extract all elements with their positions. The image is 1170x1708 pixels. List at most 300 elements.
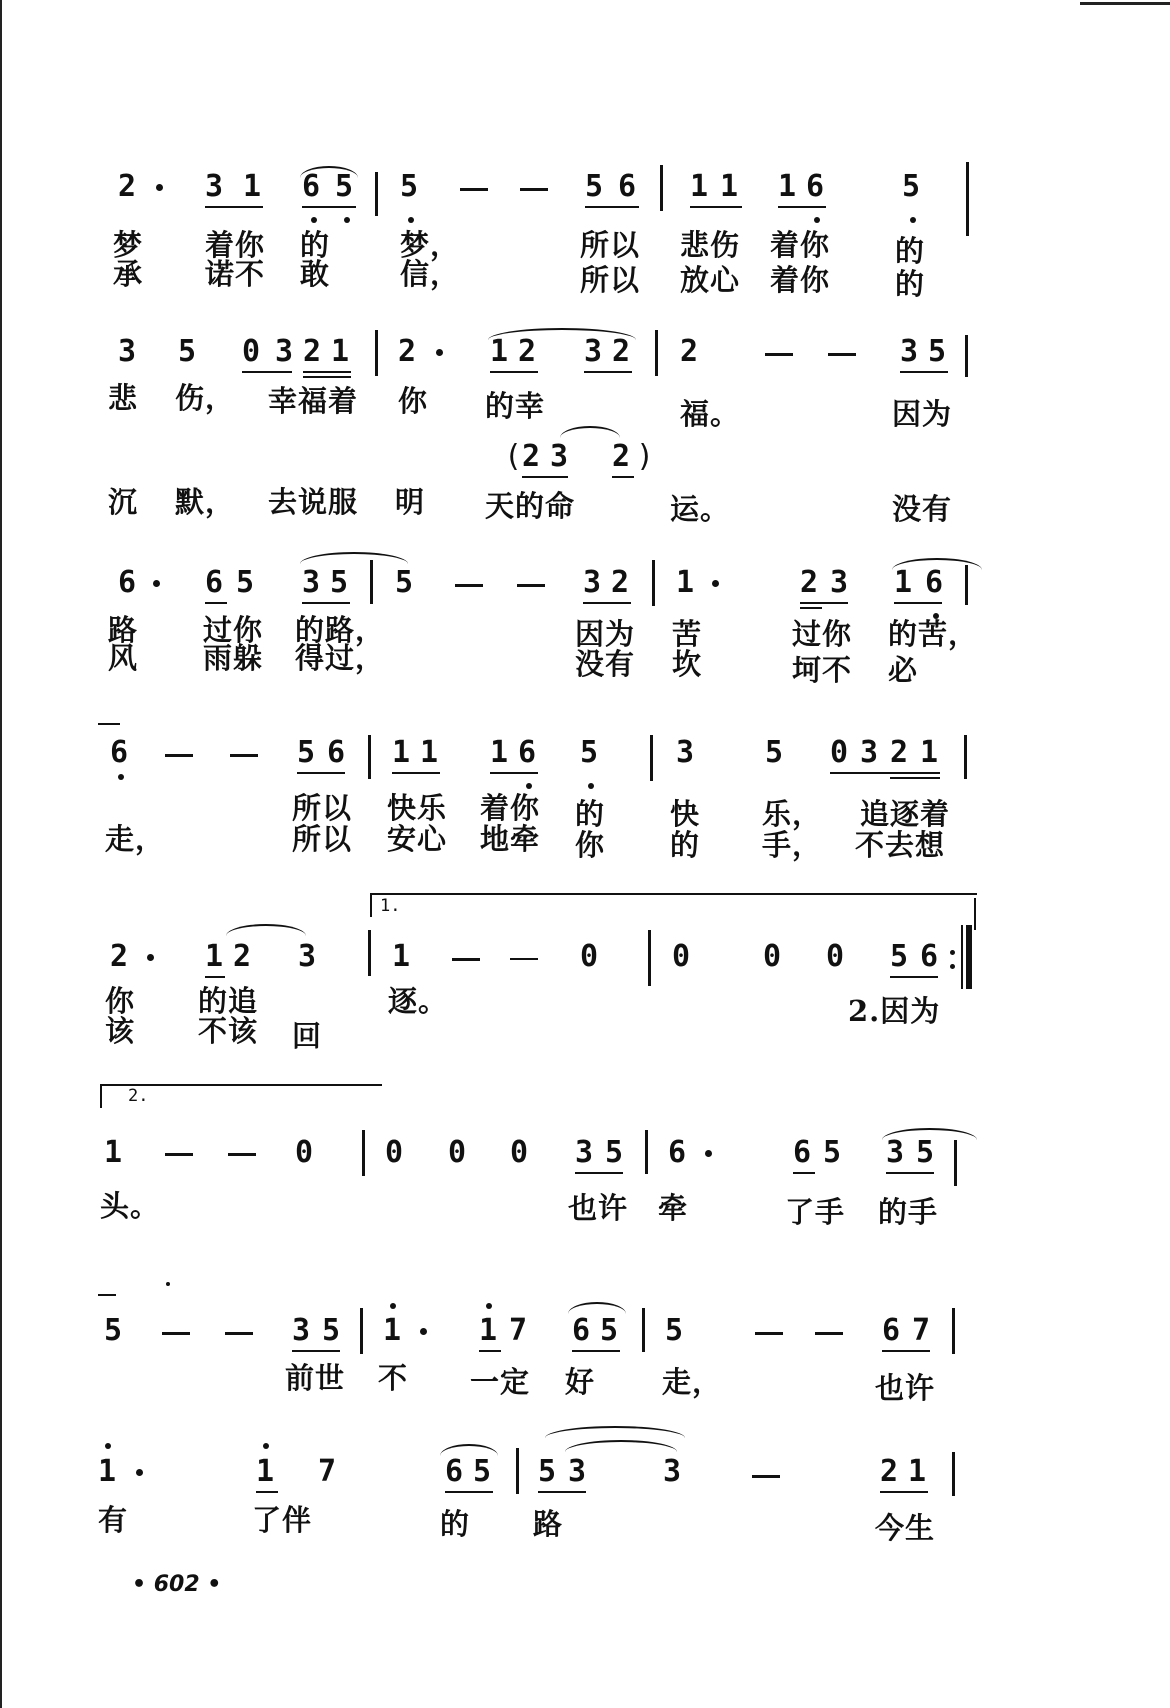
lyric: 过你 (792, 617, 853, 651)
note: 5 (765, 735, 784, 770)
tie-continuation (98, 1294, 116, 1302)
note: 2 (880, 1454, 899, 1489)
tie-continuation (98, 723, 120, 731)
page-border-top-mark (1080, 2, 1170, 5)
lyric: 乐， (762, 797, 823, 831)
beam (297, 772, 345, 774)
note: 2 (612, 334, 631, 369)
beam (882, 1350, 930, 1352)
grace-note: 3 (550, 439, 569, 474)
lyric: 悲伤 (680, 228, 741, 262)
augmentation-dot (147, 954, 154, 961)
augmentation-dot (705, 1150, 712, 1157)
lyric: 逐。 (388, 984, 449, 1018)
barline (966, 162, 969, 236)
note: 5 (395, 565, 414, 600)
beam (303, 376, 351, 378)
lyric: 了手 (785, 1195, 846, 1229)
note: 5 (473, 1454, 492, 1489)
lyric: 你 (398, 384, 429, 418)
beam (778, 206, 826, 208)
note: 1 (392, 939, 411, 974)
lyric: 明 (395, 485, 426, 519)
note: 2 (890, 735, 909, 770)
note: 6 (882, 1313, 901, 1348)
lyric: 敢 (300, 257, 331, 291)
note: 6 (806, 169, 825, 204)
lyric: 也许 (568, 1191, 629, 1225)
barline (375, 172, 378, 216)
beam (302, 602, 350, 604)
note: 6 (118, 565, 137, 600)
lyric: 了伴 (252, 1503, 313, 1537)
note: 5 (236, 565, 255, 600)
note: 1 (676, 565, 695, 600)
note: 1 (690, 169, 709, 204)
lyric: 没有 (575, 647, 636, 681)
hold-dash (815, 1332, 843, 1335)
lyric: 的 (895, 234, 926, 268)
note: 0 (510, 1135, 529, 1170)
barline (645, 1130, 648, 1174)
lyric: 着你 (480, 791, 541, 825)
paren-open: ( (504, 439, 523, 474)
note: 6 (793, 1135, 812, 1170)
slur-outer (545, 1426, 685, 1438)
note: 2 (303, 334, 322, 369)
speck (166, 1282, 170, 1286)
note: 7 (912, 1313, 931, 1348)
hold-dash (165, 1153, 193, 1156)
low-octave-dot (408, 217, 414, 223)
note: 5 (178, 334, 197, 369)
barline (360, 1308, 363, 1354)
hold-dash (752, 1475, 780, 1478)
lyric: 所以 (580, 263, 641, 297)
lyric: 信， (400, 257, 461, 291)
lyric: 所以 (580, 228, 641, 262)
note: 1 (205, 939, 224, 974)
note: 0 (448, 1135, 467, 1170)
barline (368, 735, 371, 779)
high-octave-dot (263, 1443, 269, 1449)
lyric: 着你 (770, 228, 831, 262)
lyric: 福。 (680, 397, 741, 431)
barline (964, 735, 967, 779)
lyric: 雨躲 (203, 641, 264, 675)
note: 3 (900, 334, 919, 369)
barline (370, 560, 373, 604)
lyric: 过你 (203, 613, 264, 647)
lyric: 快 (670, 797, 701, 831)
note: 5 (400, 169, 419, 204)
beam (302, 206, 356, 208)
lyric: 不 (378, 1361, 409, 1395)
lyric: 的 (300, 228, 331, 262)
lyric: 去说服 (268, 485, 359, 519)
hold-dash (452, 958, 480, 961)
lyric: 着你 (205, 228, 266, 262)
lyric: 手， (762, 828, 823, 862)
hold-dash (162, 1332, 190, 1335)
note: 6 (327, 735, 346, 770)
lyric: 放心 (680, 263, 741, 297)
barline (375, 330, 378, 376)
slur-inner (565, 1440, 677, 1452)
note: 3 (118, 334, 137, 369)
hold-dash (165, 754, 193, 757)
beam (303, 371, 351, 373)
lyric: 天的命 (485, 489, 576, 523)
note: 5 (322, 1313, 341, 1348)
lyric: 走， (662, 1365, 723, 1399)
note: 1 (256, 1454, 275, 1489)
volta-number: 1. (380, 896, 401, 916)
lyric: 着你 (770, 263, 831, 297)
low-octave-dot (526, 783, 532, 789)
barline (652, 560, 655, 606)
lyric: 安心 (387, 822, 448, 856)
note: 0 (242, 334, 261, 369)
lyric: 有 (98, 1503, 129, 1537)
lyric: 的幸 (485, 389, 546, 423)
note: 1 (392, 735, 411, 770)
beam (886, 1172, 934, 1174)
lyric: 好 (565, 1365, 596, 1399)
augmentation-dot (436, 349, 443, 356)
repeat-barline-thin (961, 925, 963, 989)
note: 3 (302, 565, 321, 600)
note: 1 (243, 169, 262, 204)
beam (584, 371, 632, 373)
page-number: • 602 • (132, 1572, 222, 1597)
note: 1 (720, 169, 739, 204)
note: 3 (298, 939, 317, 974)
lyric: 幸福着 (268, 384, 359, 418)
beam (583, 602, 631, 604)
beam (538, 1491, 586, 1493)
lyric: 因为 (575, 617, 636, 651)
repeat-barline-thick (966, 925, 972, 989)
barline (655, 330, 658, 376)
beam (894, 602, 942, 604)
hold-dash (755, 1332, 783, 1335)
note: 0 (672, 939, 691, 974)
note: 5 (823, 1135, 842, 1170)
note: 2 (233, 939, 252, 974)
slur (560, 426, 620, 438)
note: 1 (479, 1313, 498, 1348)
beam (793, 1172, 815, 1174)
note: 6 (668, 1135, 687, 1170)
barline (648, 930, 651, 986)
low-octave-dot (814, 217, 820, 223)
volta-end (974, 898, 976, 930)
note: 1 (920, 735, 939, 770)
barline (516, 1448, 519, 1494)
lyric: 苦 (672, 617, 703, 651)
note: 3 (205, 169, 224, 204)
augmentation-dot (156, 184, 163, 191)
note: 5 (585, 169, 604, 204)
note: 1 (490, 334, 509, 369)
note: 3 (584, 334, 603, 369)
note: 1 (490, 735, 509, 770)
note: 0 (830, 735, 849, 770)
low-octave-dot (344, 217, 350, 223)
note: 2 (110, 939, 129, 974)
beam (205, 602, 227, 604)
beam (256, 1491, 278, 1493)
barline (954, 1140, 957, 1186)
beam (900, 371, 948, 373)
note: 5 (605, 1135, 624, 1170)
note: 2 (518, 334, 537, 369)
note: 1 (383, 1313, 402, 1348)
lyric: 也许 (875, 1371, 936, 1405)
note: 1 (104, 1135, 123, 1170)
note: 1 (778, 169, 797, 204)
lyric: 快乐 (387, 791, 448, 825)
lyric: 不去想 (855, 828, 946, 862)
barline (660, 165, 663, 211)
augmentation-dot (136, 1469, 143, 1476)
low-octave-dot (588, 783, 594, 789)
note: 3 (292, 1313, 311, 1348)
lyric: 回 (292, 1019, 323, 1053)
note: 3 (676, 735, 695, 770)
lyric: 所以 (292, 822, 353, 856)
lyric: 没有 (892, 492, 953, 526)
beam (392, 772, 440, 774)
note: 7 (318, 1454, 337, 1489)
note: 0 (295, 1135, 314, 1170)
note: 3 (568, 1454, 587, 1489)
lyric: 地牵 (480, 822, 541, 856)
lyric: 默， (175, 485, 236, 519)
note: 3 (886, 1135, 905, 1170)
beam (585, 206, 639, 208)
hold-dash (225, 1332, 253, 1335)
beam (800, 602, 848, 604)
augmentation-dot (712, 580, 719, 587)
note: 0 (580, 939, 599, 974)
hold-dash (765, 353, 793, 356)
beam (690, 206, 742, 208)
beam (490, 772, 538, 774)
hold-dash (510, 958, 538, 960)
lyric: 的手 (878, 1195, 939, 1229)
note: 6 (920, 939, 939, 974)
page-border-left (0, 0, 2, 1708)
lyric: 诺不 (205, 257, 266, 291)
hold-dash (520, 188, 548, 191)
low-octave-dot (311, 217, 317, 223)
lyric: 悲 (108, 381, 139, 415)
barline (650, 735, 653, 781)
note: 0 (826, 939, 845, 974)
note: 1 (420, 735, 439, 770)
note: 5 (580, 735, 599, 770)
volta-1-bracket (370, 893, 977, 917)
note: 0 (385, 1135, 404, 1170)
note: 3 (830, 565, 849, 600)
beam (479, 1350, 501, 1352)
barline (368, 930, 371, 976)
lyric: 的 (575, 797, 606, 831)
lyric: 一定 (470, 1365, 531, 1399)
volta-number: 2. (128, 1086, 149, 1106)
beam (292, 1350, 340, 1352)
note: 2 (800, 565, 819, 600)
lyric: 路 (533, 1507, 564, 1541)
lyric: 必 (888, 653, 919, 687)
note: 2 (398, 334, 417, 369)
lyric: 2.因为 (848, 994, 941, 1028)
note: 1 (908, 1454, 927, 1489)
beam (890, 777, 940, 779)
beam (890, 976, 938, 978)
note: 0 (763, 939, 782, 974)
note: 7 (509, 1313, 528, 1348)
lyric: 的苦， (888, 617, 979, 651)
lyric: 梦 (113, 228, 144, 262)
hold-dash (230, 754, 258, 757)
hold-dash (228, 1153, 256, 1156)
note: 6 (205, 565, 224, 600)
barline (952, 1308, 955, 1354)
lyric: 不该 (198, 1014, 259, 1048)
note: 6 (445, 1454, 464, 1489)
lyric: 头。 (100, 1189, 161, 1223)
note: 5 (104, 1313, 123, 1348)
lyric: 坎 (672, 647, 703, 681)
note: 5 (538, 1454, 557, 1489)
note: 1 (98, 1454, 117, 1489)
lyric: 的 (440, 1507, 471, 1541)
augmentation-dot (420, 1328, 427, 1335)
slur (300, 552, 408, 564)
beam (572, 1350, 620, 1352)
high-octave-dot (390, 1303, 396, 1309)
high-octave-dot (486, 1303, 492, 1309)
beam (205, 206, 263, 208)
note: 6 (925, 565, 944, 600)
note: 2 (680, 334, 699, 369)
note: 5 (600, 1313, 619, 1348)
lyric: 得过， (295, 641, 386, 675)
hold-dash (455, 584, 483, 587)
note: 1 (894, 565, 913, 600)
high-octave-dot (105, 1443, 111, 1449)
lyric: 你 (105, 984, 136, 1018)
lyric: 前世 (285, 1361, 346, 1395)
lyric: 路 (108, 613, 139, 647)
lyric: 承 (113, 257, 144, 291)
barline (362, 1130, 365, 1176)
lyric: 因为 (892, 397, 953, 431)
beam (205, 976, 225, 978)
note: 3 (663, 1454, 682, 1489)
lyric: 追逐着 (860, 797, 951, 831)
beam (522, 476, 568, 478)
lyric: 的路， (295, 613, 386, 647)
note: 5 (902, 169, 921, 204)
beam (445, 1491, 493, 1493)
lyric: 今生 (875, 1511, 936, 1545)
repeat-dot (950, 964, 955, 969)
low-octave-dot (910, 217, 916, 223)
note: 3 (575, 1135, 594, 1170)
barline (965, 565, 968, 605)
note: 2 (611, 565, 630, 600)
note: 3 (275, 334, 294, 369)
beam (612, 476, 634, 478)
repeat-dot (950, 950, 955, 955)
grace-note: 2 (522, 439, 541, 474)
beam (575, 1172, 623, 1174)
barline (642, 1308, 645, 1352)
lyric: 梦， (400, 228, 461, 262)
note: 5 (665, 1313, 684, 1348)
note: 6 (302, 169, 321, 204)
beam (242, 371, 292, 373)
beam (880, 1491, 928, 1493)
note: 5 (335, 169, 354, 204)
lyric: 所以 (292, 791, 353, 825)
beam (830, 772, 940, 774)
lyric: 风 (108, 641, 139, 675)
note: 5 (890, 939, 909, 974)
lyric: 牵 (658, 1191, 689, 1225)
lyric: 的 (895, 267, 926, 301)
augmentation-dot (153, 580, 160, 587)
hold-dash (517, 584, 545, 587)
note: 6 (572, 1313, 591, 1348)
hold-dash (460, 188, 488, 191)
note: 5 (297, 735, 316, 770)
lyric: 该 (105, 1014, 136, 1048)
note: 2 (118, 169, 137, 204)
lyric: 坷不 (792, 653, 853, 687)
note: 6 (518, 735, 537, 770)
note: 5 (928, 334, 947, 369)
grace-note: 2 (612, 439, 631, 474)
barline (952, 1452, 955, 1496)
hold-dash (828, 353, 856, 356)
lyric: 的追 (198, 984, 259, 1018)
note: 5 (330, 565, 349, 600)
note: 6 (618, 169, 637, 204)
lyric: 运。 (670, 492, 731, 526)
note: 3 (860, 735, 879, 770)
barline (965, 335, 968, 377)
lyric: 沉 (108, 485, 139, 519)
paren-close: ) (636, 439, 655, 474)
slur (226, 924, 306, 936)
low-octave-dot (118, 774, 124, 780)
lyric: 走， (105, 822, 166, 856)
beam (490, 371, 538, 373)
lyric: 的 (670, 828, 701, 862)
note: 5 (916, 1135, 935, 1170)
note: 3 (583, 565, 602, 600)
lyric: 伤， (175, 381, 236, 415)
beam (800, 607, 822, 609)
lyric: 你 (575, 828, 606, 862)
note: 1 (331, 334, 350, 369)
note: 6 (110, 735, 129, 770)
